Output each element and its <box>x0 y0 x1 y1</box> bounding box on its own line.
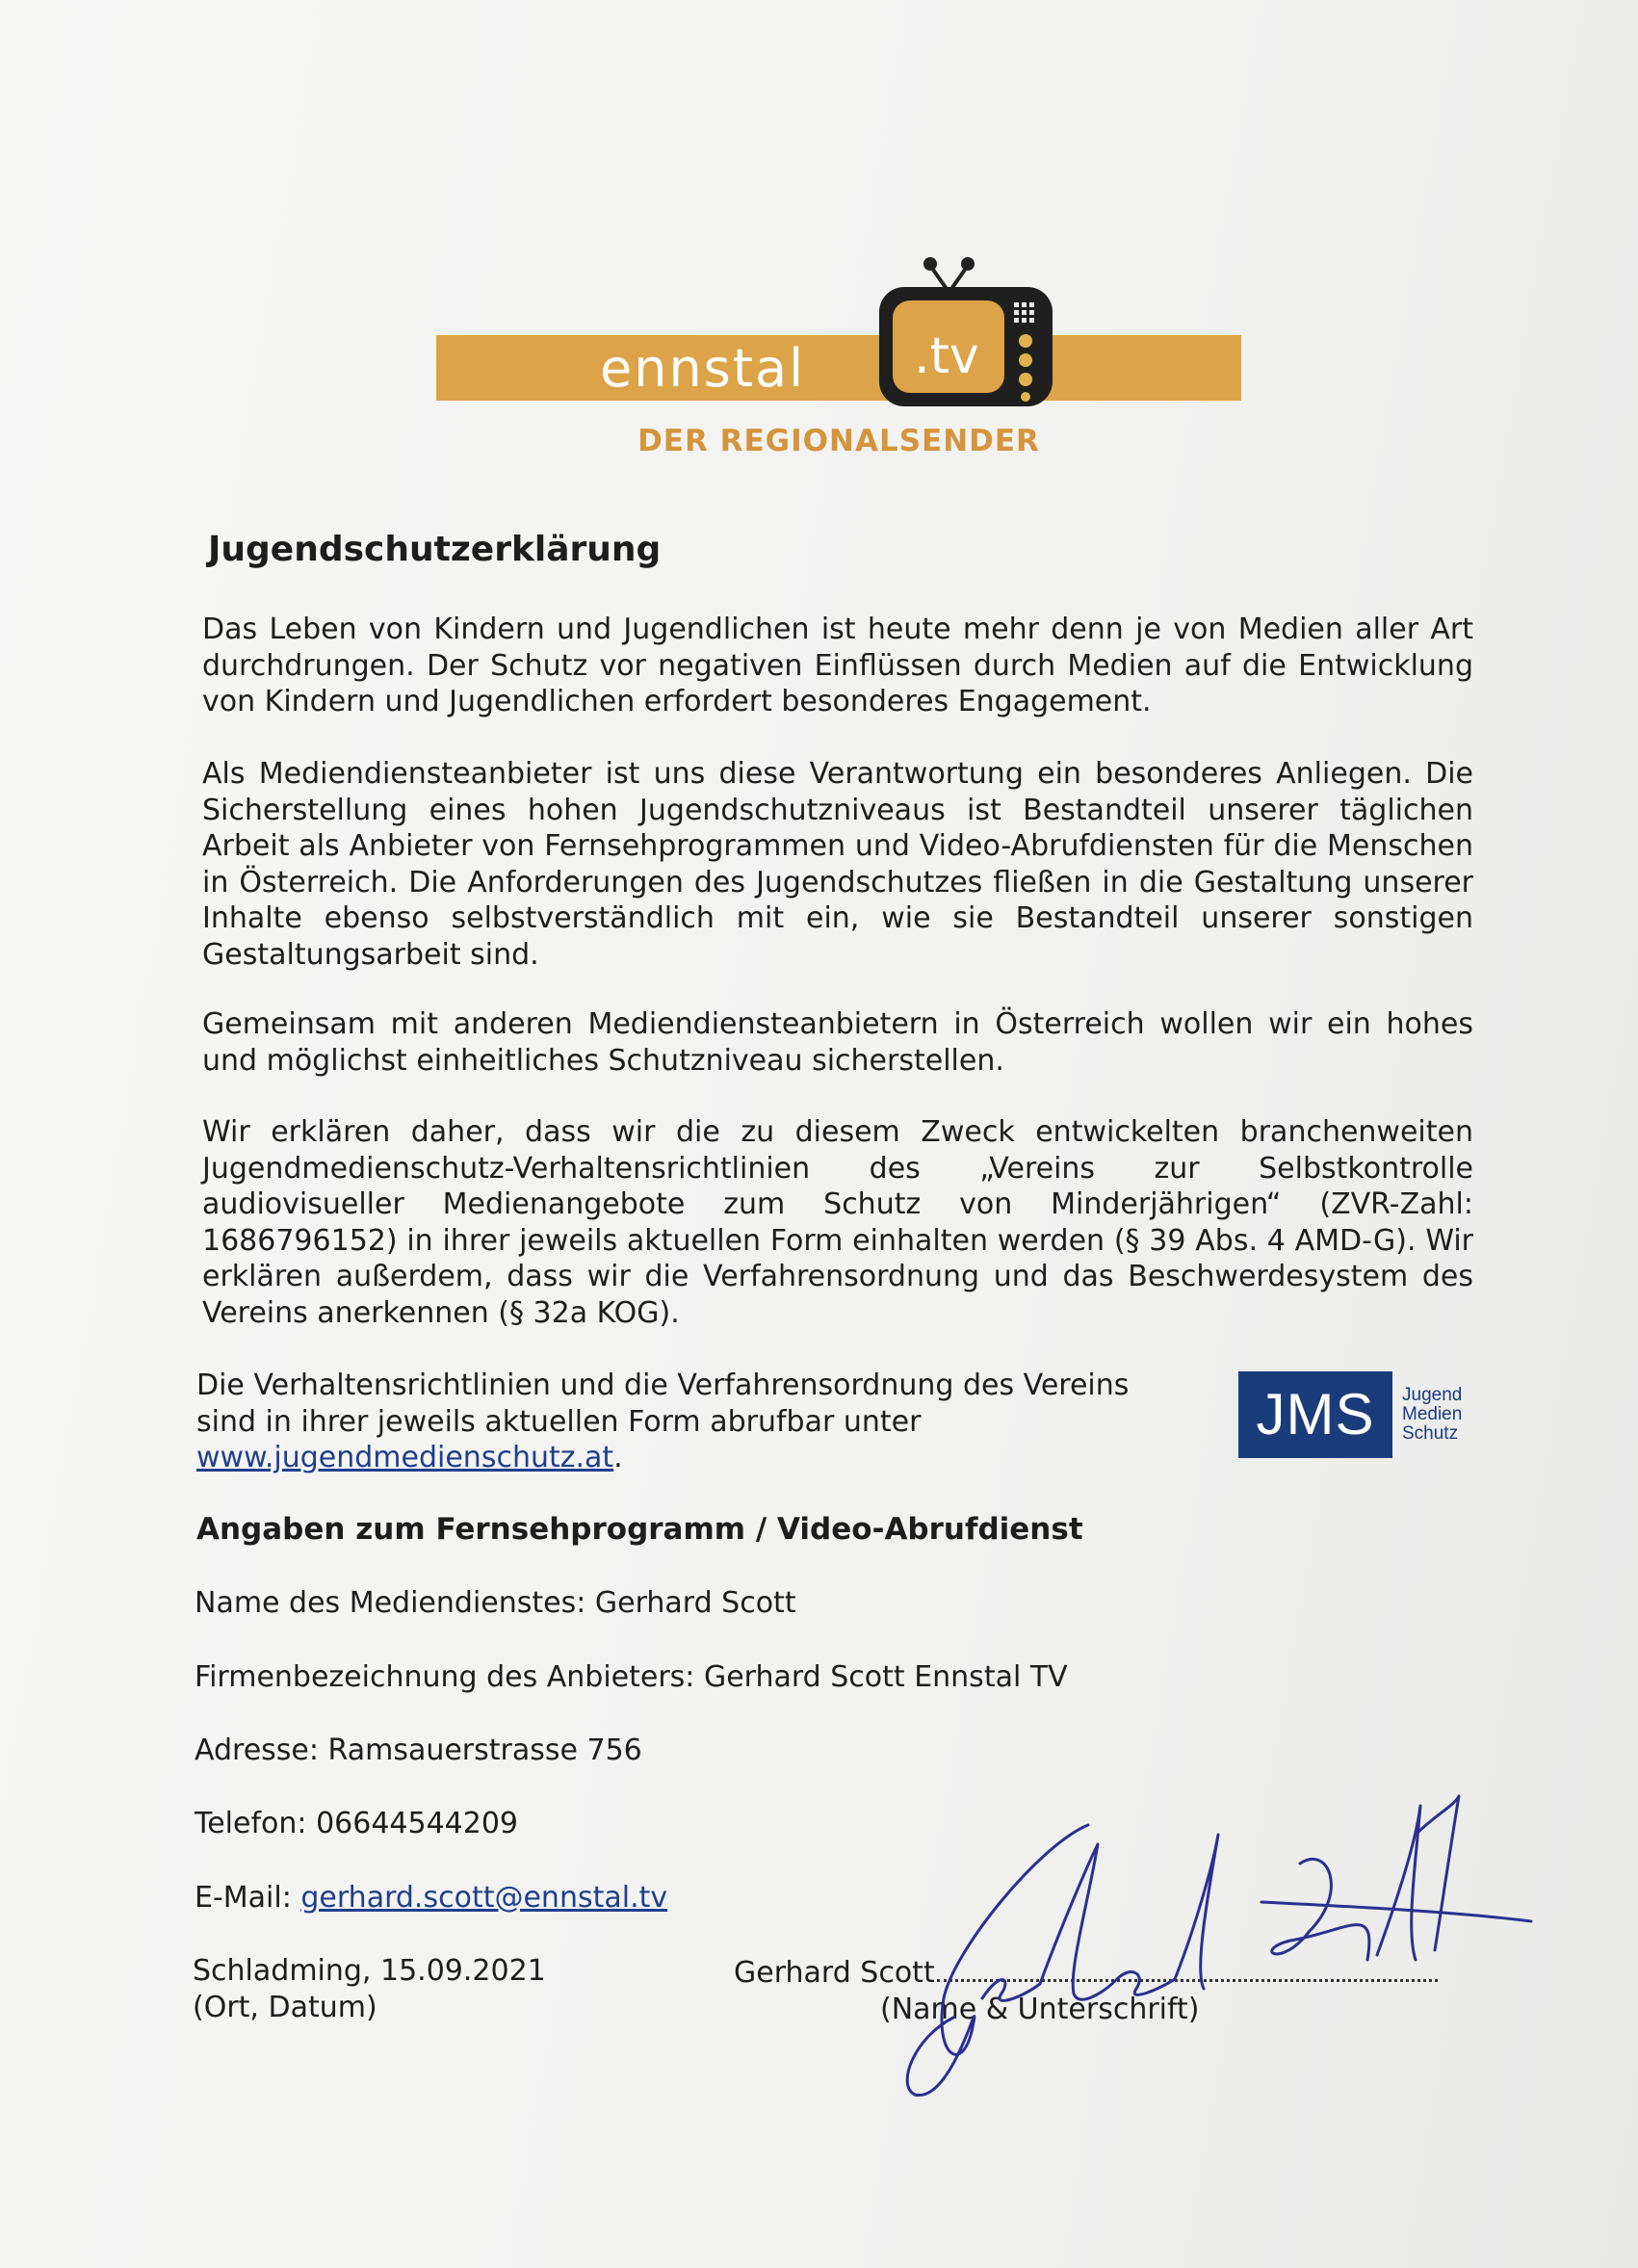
place-date: Schladming, 15.09.2021 <box>193 1954 546 1988</box>
email-link[interactable]: gerhard.scott@ennstal.tv <box>300 1881 668 1915</box>
document-title: Jugendschutzerklärung <box>208 530 662 569</box>
field-company-label: Firmenbezeichnung des Anbieters: <box>195 1660 704 1694</box>
handwritten-signature <box>896 1786 1570 2104</box>
field-address-label: Adresse: <box>195 1734 328 1767</box>
jms-logo-box: JMS <box>1238 1371 1392 1458</box>
field-phone-label: Telefon: <box>195 1807 317 1840</box>
section-title: Angaben zum Fernsehprogramm / Video-Abrufdienst <box>196 1512 1083 1547</box>
ennstal-tv-logo <box>436 252 1241 464</box>
signer-name: Gerhard Scott <box>734 1956 935 1990</box>
logo-name: ennstal <box>600 338 806 399</box>
jms-website-link[interactable]: www.jugendmedienschutz.at <box>196 1441 614 1474</box>
jms-logo-words <box>1402 1386 1462 1444</box>
paragraph-5 <box>196 1368 1188 1476</box>
field-company <box>195 1660 1068 1694</box>
field-phone <box>195 1807 518 1840</box>
field-address <box>195 1734 642 1767</box>
paragraph-1: Das Leben von Kindern und Jugendlichen ist heute mehr denn je von Medien aller Art durchdrungen. Der Schutz vor negativen Einflüssen durch Medien auf die Entwicklung von Kindern und Jugendlichen erfordert besonderes Engagement. <box>202 613 1473 718</box>
signature-caption: (Name & Unterschrift) <box>880 1993 1200 2026</box>
paragraph-5-text: Die Verhaltensrichtlinien und die Verfahrensordnung des Vereins sind in ihrer jeweils aktuellen Form abrufbar unter <box>196 1369 1130 1439</box>
jms-word-2: Medien <box>1402 1404 1463 1424</box>
logo-tv-text: .tv <box>914 327 979 385</box>
paragraph-4: Wir erklären daher, dass wir die zu diesem Zweck entwickelten branchenweiten Jugendmedienschutz-Verhaltensrichtlinien des „Vereins zur Selbstkontrolle audiovisueller Medienangebote zum Schutz von Minderjährigen“ (ZVR-Zahl: 1686796152) in ihrer jeweils aktuellen Form einhalten werden (§ 39 Abs. 4 AMD-G). Wir erklären außerdem, dass wir die Verfahrensordnung und das Beschwerdesystem des Vereins anerkennen (§ 32a KOG). <box>202 1115 1473 1330</box>
field-email-label: E-Mail: <box>195 1881 301 1915</box>
place-date-caption: (Ort, Datum) <box>193 1991 377 2024</box>
place-date-block <box>193 1953 546 2026</box>
jms-word-3: Schutz <box>1402 1423 1459 1444</box>
tv-icon <box>850 252 1101 416</box>
paragraph-3: Gemeinsam mit anderen Mediendiensteanbietern in Österreich wollen wir ein hohes und möglichst einheitliches Schutzniveau sicherstellen. <box>202 1007 1473 1078</box>
field-phone-value: 06644544209 <box>316 1807 519 1840</box>
field-address-value: Ramsauerstrasse 756 <box>327 1734 642 1767</box>
field-service-name-value: Gerhard Scott <box>594 1586 796 1620</box>
field-service-name-label: Name des Mediendienstes: <box>195 1586 595 1620</box>
field-company-value: Gerhard Scott Ennstal TV <box>703 1660 1068 1694</box>
field-service-name <box>195 1586 796 1620</box>
jms-word-1: Jugend <box>1402 1385 1463 1405</box>
logo-bar <box>436 335 1241 401</box>
paragraph-2: Als Mediendiensteanbieter ist uns diese Verantwortung ein besonderes Anliegen. Die Sicherstellung eines hohen Jugendschutzniveaus ist Bestandteil unserer täglichen Arbeit als Anbieter von Fernsehprogrammen und Video-Abrufdiensten für die Menschen in Österreich. Die Anforderungen des Jugendschutzes fließen in die Gestaltung unserer Inhalte ebenso selbstverständlich mit ein, wie sie Bestandteil unserer sonstigen Gestaltungsarbeit sind. <box>202 757 1473 972</box>
logo-tagline: DER REGIONALSENDER <box>637 424 1040 458</box>
jms-logo <box>1238 1371 1473 1458</box>
field-email <box>195 1881 667 1915</box>
paragraph-5-end: . <box>613 1441 623 1474</box>
